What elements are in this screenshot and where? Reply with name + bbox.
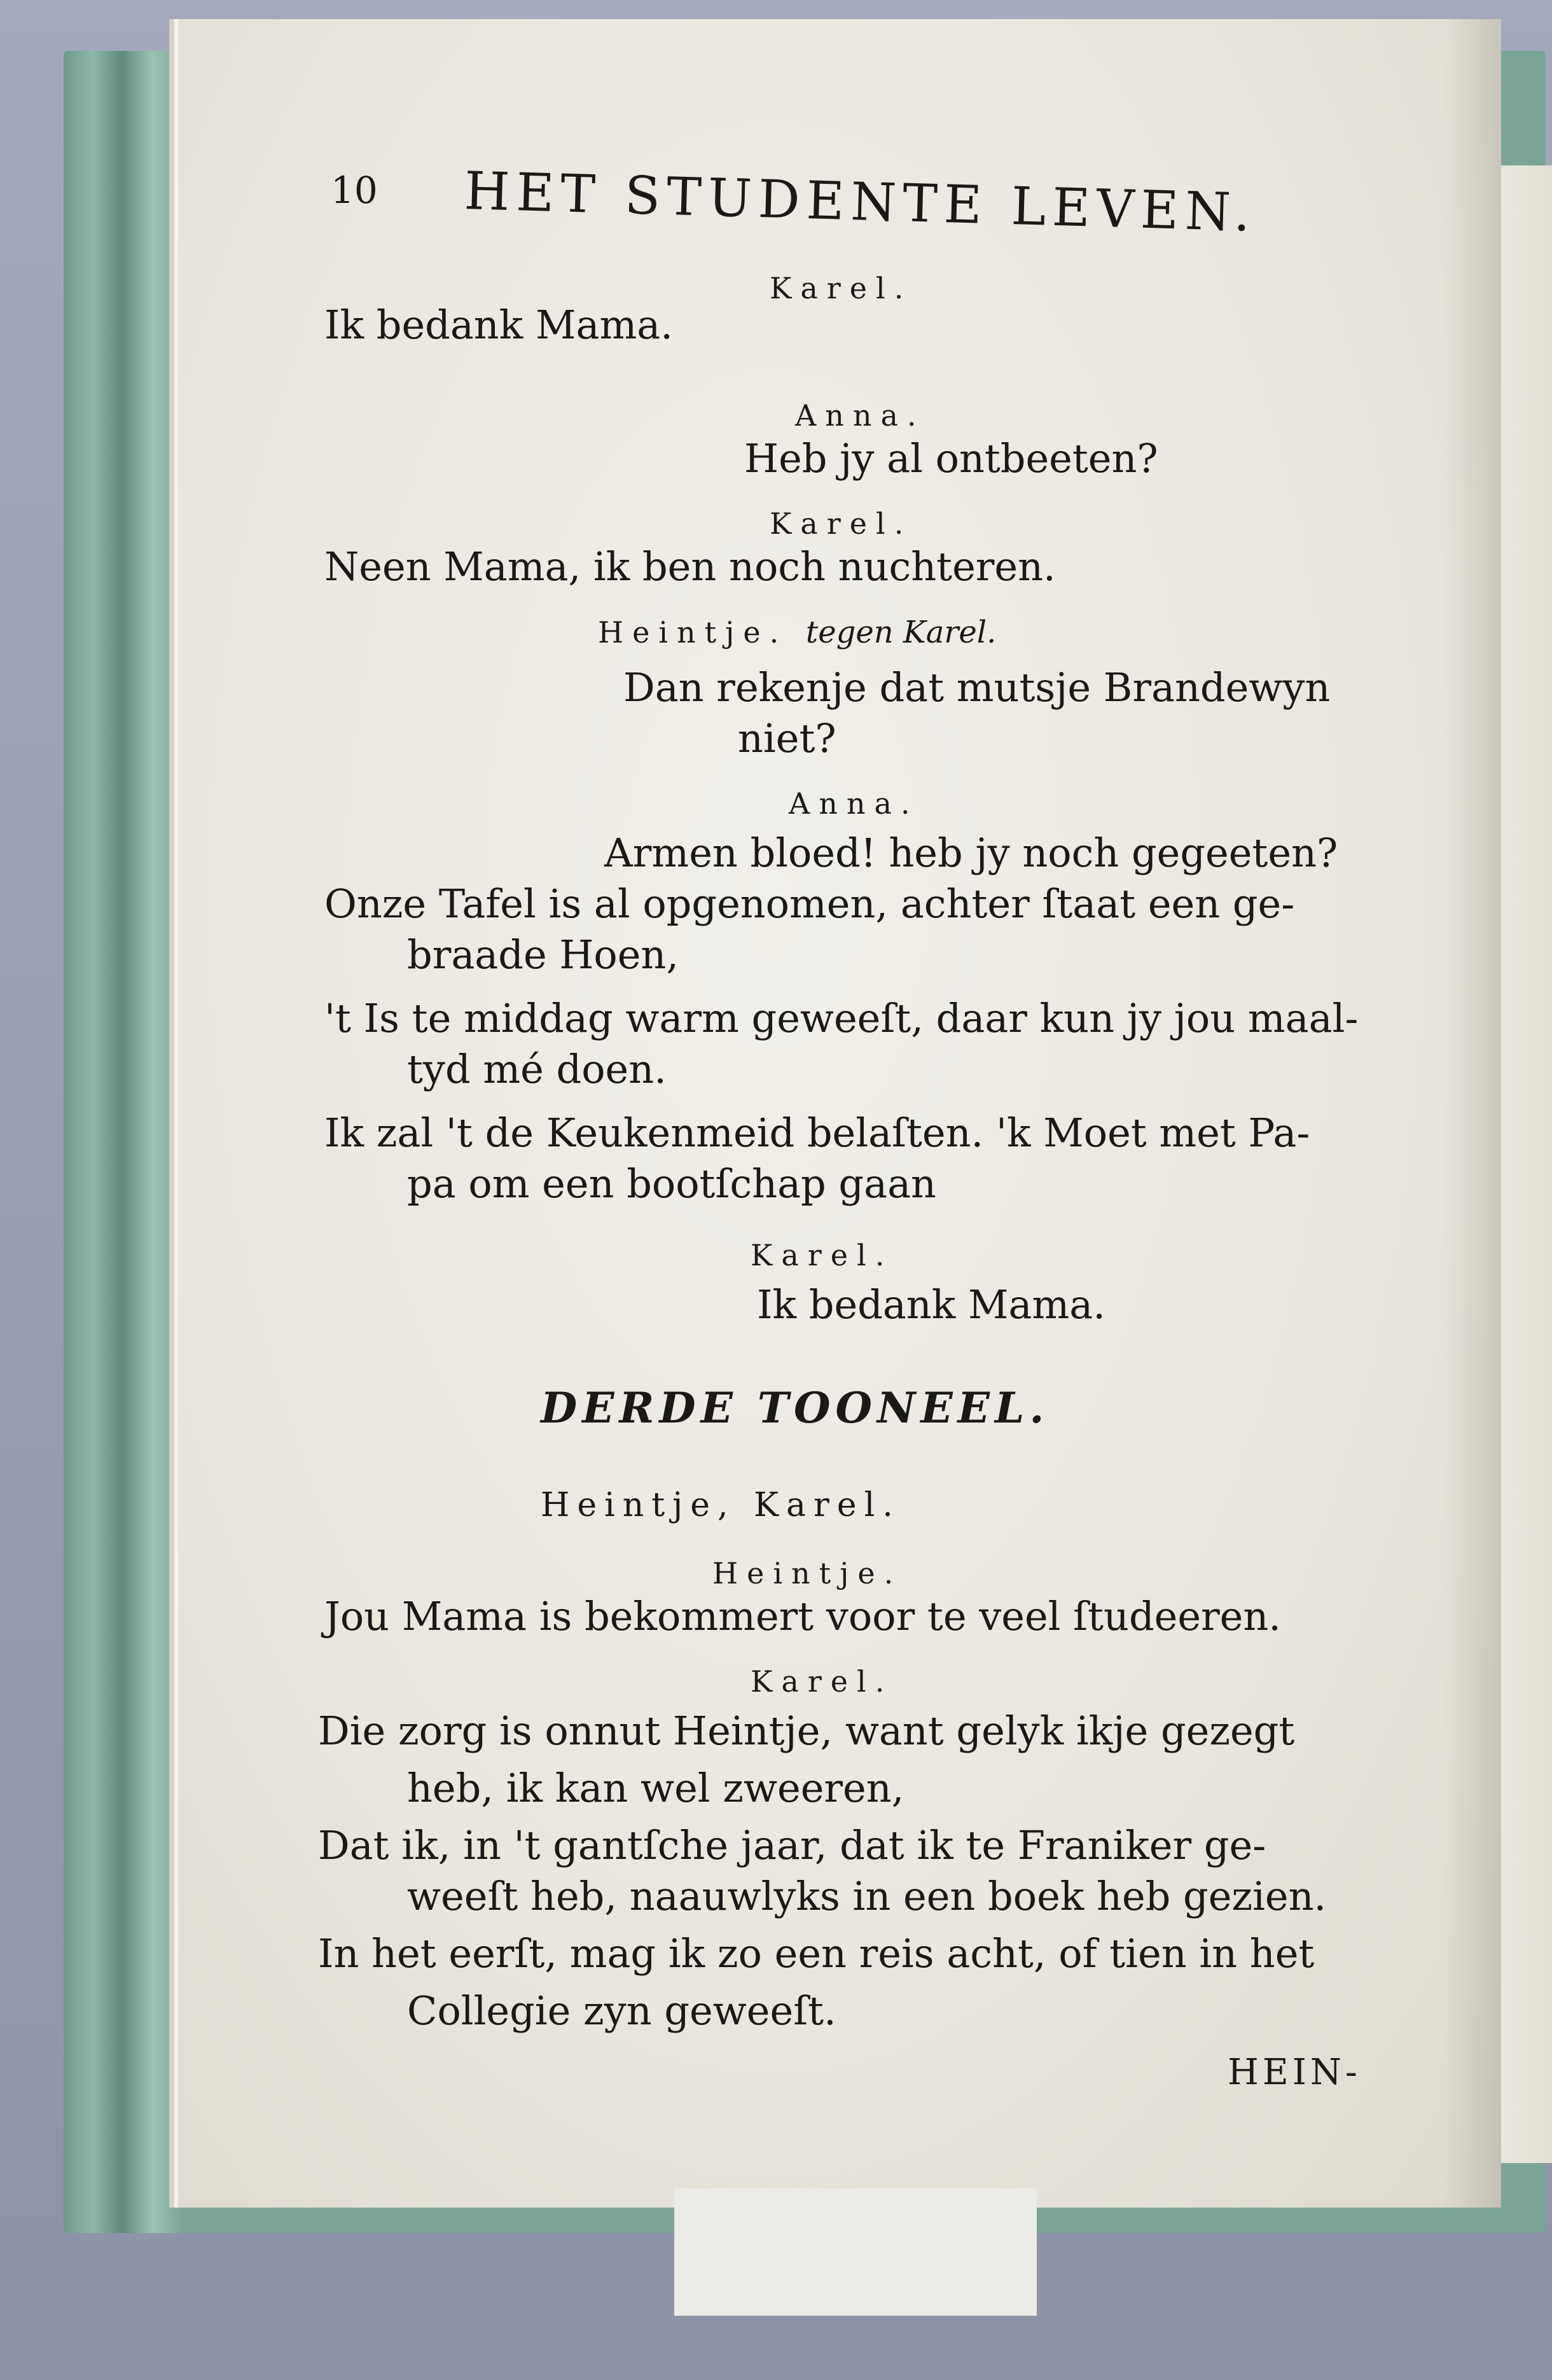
page-text <box>178 19 1501 2208</box>
speaker-name: Heintje. <box>598 615 788 650</box>
speaker-label: Karel. <box>770 271 913 305</box>
speaker-label: Heintje. <box>712 1556 903 1590</box>
dialogue-line: Jou Mama is bekommert voor te veel ſtudeeren. <box>324 1593 1282 1639</box>
scene-cast: Heintje, Karel. <box>541 1486 901 1524</box>
dialogue-line: Heb jy al ontbeeten? <box>744 435 1158 482</box>
speaker-label: Anna. <box>789 786 919 821</box>
scene-title: DERDE TOONEEL. <box>541 1383 1050 1433</box>
catchword: HEIN- <box>1228 2052 1361 2093</box>
dialogue-line: Ik zal 't de Keukenmeid belaſten. 'k Moet met Pa- <box>324 1110 1310 1156</box>
dialogue-line: Collegie zyn geweeſt. <box>407 1987 836 2034</box>
dialogue-line: niet? <box>738 715 836 762</box>
dialogue-line: Neen Mama, ik ben noch nuchteren. <box>324 543 1056 590</box>
speaker-label: Karel. <box>751 1664 894 1699</box>
speaker-label <box>598 617 996 648</box>
dialogue-line: Ik bedank Mama. <box>757 1281 1105 1328</box>
running-head: HET STUDENTE LEVEN. <box>463 161 1258 244</box>
book-page <box>178 19 1501 2208</box>
dialogue-line: Dan rekenje dat mutsje Brandewyn <box>623 664 1331 711</box>
stage-direction: tegen Karel. <box>805 615 997 650</box>
library-label-sticker <box>674 2189 1037 2316</box>
dialogue-line: In het eerſt, mag ik zo een reis acht, of tien in het <box>318 1930 1315 1977</box>
dialogue-line: 't Is te middag warm geweeſt, daar kun jy jou maal- <box>324 995 1359 1041</box>
page-number: 10 <box>331 169 378 212</box>
speaker-label: Anna. <box>795 398 925 433</box>
speaker-label: Karel. <box>751 1238 894 1272</box>
dialogue-line: weeſt heb, naauwlyks in een boek heb gezien. <box>407 1873 1327 1919</box>
dialogue-line: Armen bloed! heb jy noch gegeeten? <box>604 830 1338 876</box>
speaker-label: Karel. <box>770 506 913 541</box>
dialogue-line: heb, ik kan wel zweeren, <box>407 1765 904 1811</box>
dialogue-line: braade Hoen, <box>407 931 679 978</box>
dialogue-line: Dat ik, in 't gantſche jaar, dat ik te Franiker ge- <box>318 1822 1266 1869</box>
dialogue-line: Ik bedank Mama. <box>324 302 673 348</box>
dialogue-line: tyd mé doen. <box>407 1046 667 1092</box>
dialogue-line: Onze Tafel is al opgenomen, achter ſtaat een ge- <box>324 880 1295 927</box>
dialogue-line: pa om een bootſchap gaan <box>407 1160 936 1207</box>
dialogue-line: Die zorg is onnut Heintje, want gelyk ikje gezegt <box>318 1708 1295 1754</box>
